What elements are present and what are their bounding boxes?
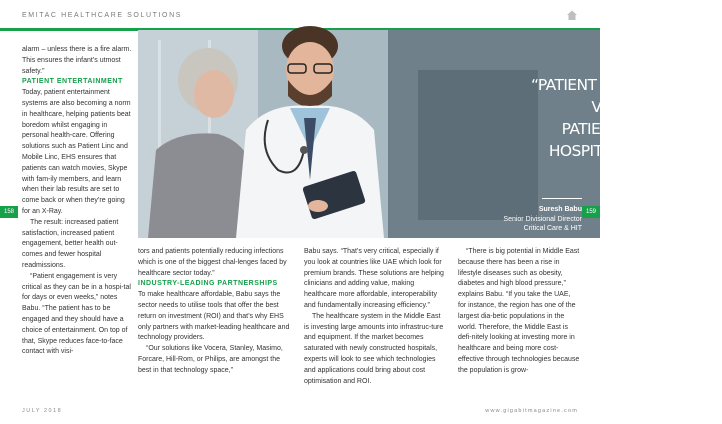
paragraph: “Patient engagement is very critical as they can be in a hospi-tal for days or even weeks,” notes Babu. “The patient has to be engaged and they should have a choice of entertainment. On top of that, Skype reduces face-to-face contact with visi- [22,272,131,356]
paragraph: Today, patient entertainment systems are also becoming a norm in healthcare, helping patients beat boredom whilst engaging in personal health-care. Offering solutions such as Patient Linc and Mobile Linc, EHS ensures that patients can watch movies, Skype with fam-ily members, and learn when their lab results are set to come back or when they’re going for an X-Ray. [22,89,131,215]
section-heading: INDUSTRY-LEADING PARTNERSHIPS [138,280,278,288]
text-column-3 [304,247,444,387]
paragraph: alarm – unless there is a fire alarm. This ensures the infant’s utmost safety.” [22,46,132,75]
header-bar [0,0,600,30]
quote-author-department: Critical Care & HIT [523,225,582,232]
paragraph: “Our solutions like Vocera, Stanley, Masimo, Forcare, Hill-Rom, or Philips, are amongst the best in that technology space,” [138,345,283,374]
hero-photo [138,30,722,238]
header-title: EMITAC HEALTHCARE SOLUTIONS [22,12,183,19]
pull-quote: “PATIENT ENGAGEMENT IS VERY CRITICAL AS PATIENTS CAN BE IN A HOSPITAL FOR DAYS OR EVEN WEEKS” [530,76,722,182]
quote-author-name: Suresh Babu [538,206,582,213]
paragraph: “There is big potential in Middle East because there has been a rise in lifestyle diseases such as obesity, diabetes and high blood pressure,” explains Babu. “If you take the UAE, for instance, the region has one of the largest dia-betic populations in the world. Therefore, the Middle East is defi-nitely looking at investing more in healthcare and being more cost-effective through technologies because the population is grow- [458,248,580,374]
text-column-1 [22,45,132,358]
page-number-left: 158 [0,206,18,218]
footer-date: JULY 2018 [22,408,63,414]
text-column-4 [458,247,580,377]
home-icon[interactable] [566,9,578,21]
page-number-right: 159 [582,206,600,218]
quote-author-role: Senior Divisional Director [503,216,582,223]
quote-rule [542,198,582,199]
footer-website: www.gigabitmagazine.com [485,408,578,414]
section-heading: PATIENT ENTERTAINMENT [22,78,123,86]
paragraph: To make healthcare affordable, Babu says the sector needs to utilise tools that offer the best return on investment (ROI) and that’s why EHS only partners with market-leading healthcare and technology providers. [138,291,290,342]
paragraph: The result: increased patient satisfaction, increased patient engagement, better health out-comes and fewer hospital readmissions. [22,218,119,269]
text-column-2 [138,247,290,377]
paragraph: tors and patients potentially reducing infections which is one of the biggest chal-lenges faced by healthcare sector today.” [138,248,287,277]
paragraph: The healthcare system in the Middle East is investing large amounts into infrastruc-ture and equipment. If the market becomes saturated with newly constructed hospitals, experts will look to see which technologies and applications could bring about cost optimisation and ROI. [304,312,444,385]
paragraph: Babu says. “That’s very critical, especially if you look at countries like UAE which look for premium brands. These solutions are helping clinicians and adding value, making healthcare more affordable, interoperability and fundamentally increasing efficiency.” [304,248,444,309]
